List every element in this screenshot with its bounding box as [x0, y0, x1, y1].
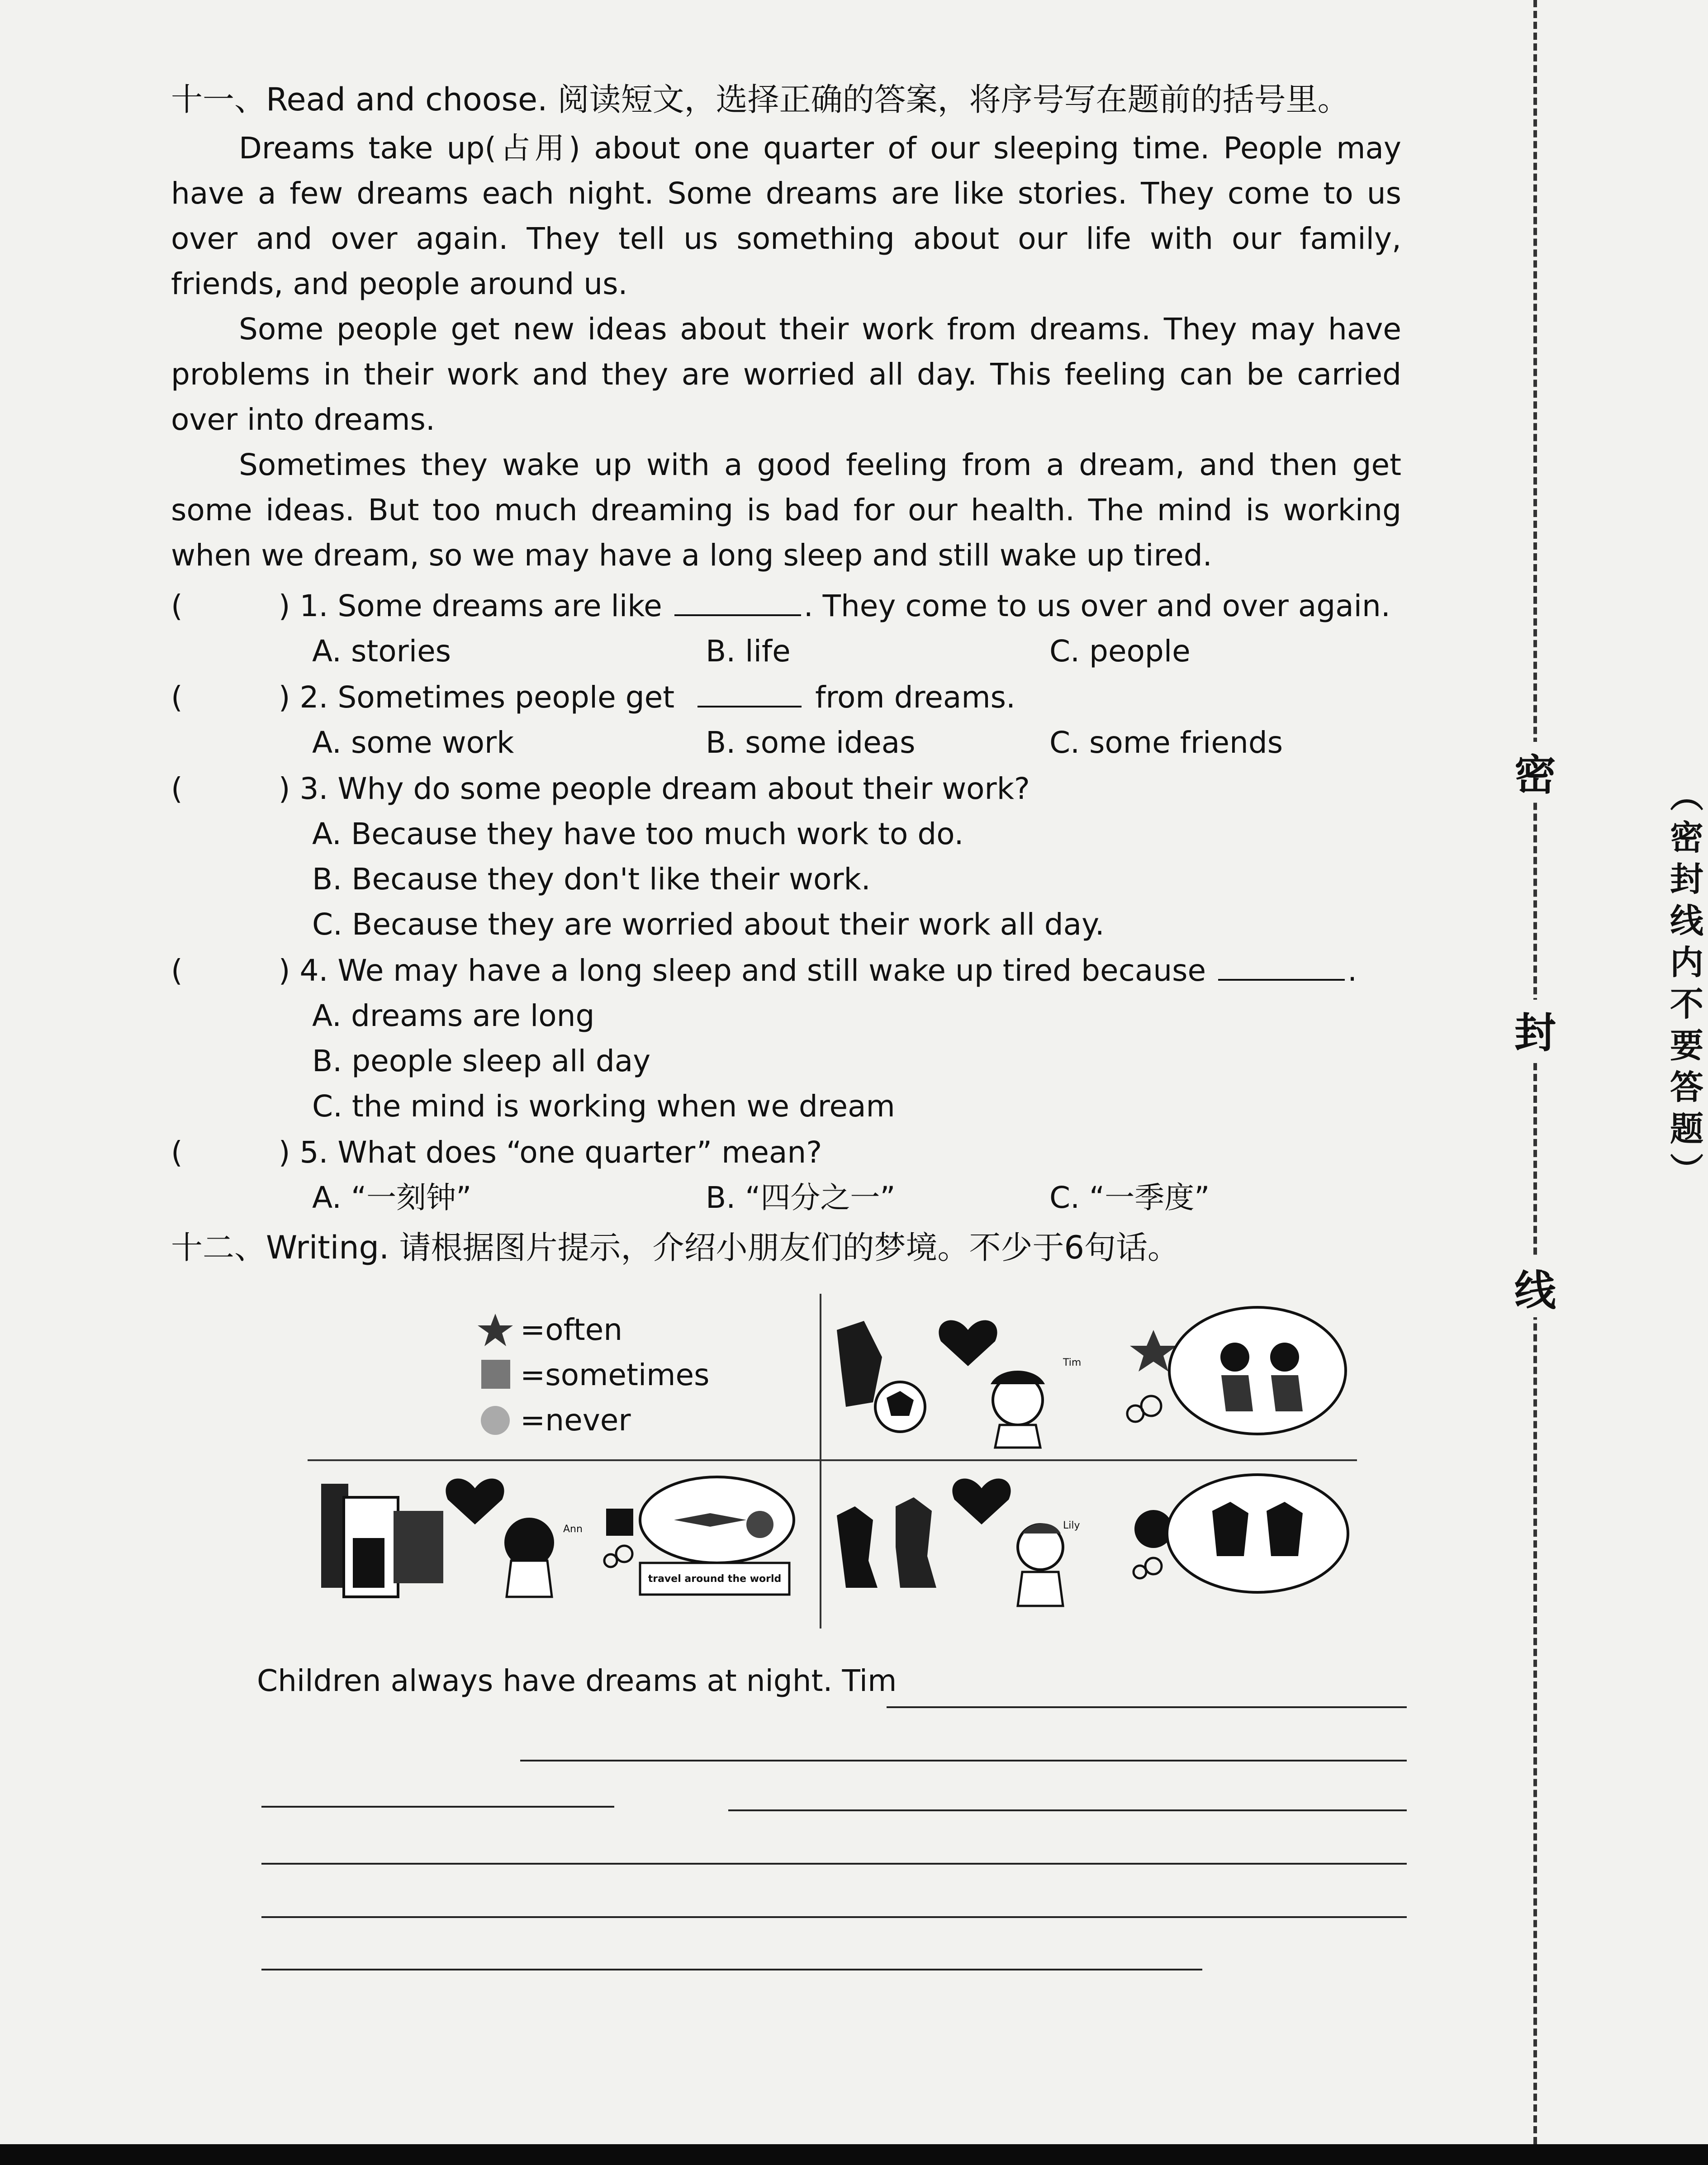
q2-paren-open: ( — [171, 680, 183, 715]
reading-passage — [171, 126, 1401, 578]
q2-paren-close: ) — [278, 680, 290, 715]
writing-line-1[interactable] — [887, 1706, 1407, 1708]
q4-option-a[interactable]: A. dreams are long — [312, 998, 595, 1033]
q4-blank[interactable] — [1218, 979, 1345, 981]
q1-option-c[interactable]: C. people — [1049, 634, 1191, 669]
q1-blank[interactable] — [674, 614, 801, 616]
q4-option-b[interactable]: B. people sleep all day — [312, 1044, 651, 1078]
passage-paragraph-3: Sometimes they wake up with a good feeling from a dream, and then get some ideas. But too much dreaming is bad for our health. The mind is working when we dream, so we may have a long sleep and still wake up tired. — [171, 447, 1401, 573]
q1-option-a[interactable]: A. stories — [312, 634, 451, 669]
q5-paren-close: ) — [278, 1135, 290, 1170]
q2-option-c[interactable]: C. some friends — [1049, 725, 1283, 760]
panel-caption-ann: travel around the world — [648, 1573, 782, 1585]
panel-name-tim: Tim — [1063, 1357, 1082, 1368]
writing-line-2[interactable] — [520, 1760, 1407, 1761]
legend-never: =never — [475, 1398, 709, 1443]
q5-paren-open: ( — [171, 1135, 183, 1170]
passage-paragraph-1: Dreams take up(占用) about one quarter of our sleeping time. People may have a few dreams each night. Some dreams are like stories. They come to us over and over again. They tell us something about our life with our family, friends, and people around us. — [171, 131, 1401, 301]
q4-paren-close: ) — [278, 953, 290, 988]
legend-sometimes: =sometimes — [475, 1353, 709, 1398]
square-icon — [475, 1357, 516, 1393]
q3-paren-open: ( — [171, 771, 183, 806]
q1-paren-open: ( — [171, 589, 183, 623]
writing-line-3a[interactable] — [261, 1806, 614, 1808]
legend-often: =often — [475, 1307, 709, 1353]
q4-paren-open: ( — [171, 953, 183, 988]
q1-option-b[interactable]: B. life — [706, 634, 791, 669]
q3-option-b[interactable]: B. Because they don't like their work. — [312, 862, 871, 897]
q5-option-a[interactable]: A. “一刻钟” — [312, 1180, 472, 1215]
q2-option-b[interactable]: B. some ideas — [706, 725, 916, 760]
section-11-heading: 十一、Read and choose. 阅读短文，选择正确的答案，将序号写在题前的括号里。 — [171, 81, 1349, 118]
q2-option-a[interactable]: A. some work — [312, 725, 514, 760]
q5-stem: 5. What does “one quarter” mean? — [299, 1135, 822, 1170]
writing-line-5[interactable] — [261, 1916, 1407, 1918]
dream-illustration-lily — [828, 1470, 1357, 1619]
q4-stem-b: . — [1347, 953, 1357, 988]
binding-dashed-line — [1533, 0, 1537, 2144]
q3-stem: 3. Why do some people dream about their work? — [299, 771, 1030, 806]
writing-line-3b[interactable] — [728, 1809, 1407, 1811]
writing-line-6[interactable] — [261, 1969, 1202, 1970]
star-icon — [475, 1312, 516, 1348]
dream-illustration-tim — [828, 1303, 1357, 1452]
q5-option-c[interactable]: C. “一季度” — [1049, 1180, 1210, 1215]
q2-blank[interactable] — [697, 706, 802, 707]
q3-paren-close: ) — [278, 771, 290, 806]
q2-stem-b: from dreams. — [815, 680, 1015, 715]
writing-starter: Children always have dreams at night. Tim — [257, 1663, 897, 1698]
q2-row — [171, 676, 1015, 719]
panel-name-ann: Ann — [563, 1524, 583, 1535]
margin-char-xian: 线 — [1514, 1258, 1556, 1317]
q5-row — [171, 1131, 822, 1174]
dream-panel-tim — [828, 1303, 1357, 1452]
writing-line-4[interactable] — [261, 1863, 1407, 1865]
dream-panel-lily — [828, 1470, 1357, 1619]
circle-icon — [475, 1402, 516, 1439]
dream-panel-ann — [312, 1470, 814, 1619]
margin-char-mi: 密 — [1514, 742, 1556, 802]
margin-char-feng: 封 — [1514, 1000, 1556, 1059]
q3-option-a[interactable]: A. Because they have too much work to do. — [312, 817, 964, 851]
grid-divider-horizontal — [308, 1459, 1357, 1461]
q1-stem-b: . They come to us over and over again. — [803, 589, 1390, 623]
scan-bottom-edge — [0, 2144, 1708, 2165]
legend — [475, 1307, 709, 1443]
q3-row — [171, 767, 1030, 811]
q1-paren-close: ) — [278, 589, 290, 623]
panel-name-lily: Lily — [1063, 1520, 1080, 1531]
margin-vertical-note: （密封线内不要答题） — [1665, 778, 1703, 1194]
section-12-heading: 十二、Writing. 请根据图片提示，介绍小朋友们的梦境。不少于6句话。 — [171, 1229, 1180, 1266]
q1-row — [171, 584, 1390, 628]
q5-option-b[interactable]: B. “四分之一” — [706, 1180, 896, 1215]
q4-stem-a: 4. We may have a long sleep and still wake up tired because — [299, 953, 1206, 988]
passage-paragraph-2: Some people get new ideas about their work from dreams. They may have problems in their work and they are worried all day. This feeling can be carried over into dreams. — [171, 312, 1401, 437]
q4-option-c[interactable]: C. the mind is working when we dream — [312, 1089, 895, 1124]
grid-divider-vertical — [820, 1294, 821, 1628]
q4-row — [171, 949, 1357, 992]
q1-stem-a: 1. Some dreams are like — [299, 589, 662, 623]
q2-stem-a: 2. Sometimes people get — [299, 680, 675, 715]
q3-option-c[interactable]: C. Because they are worried about their work all day. — [312, 907, 1105, 942]
dream-illustration-ann — [312, 1470, 814, 1619]
